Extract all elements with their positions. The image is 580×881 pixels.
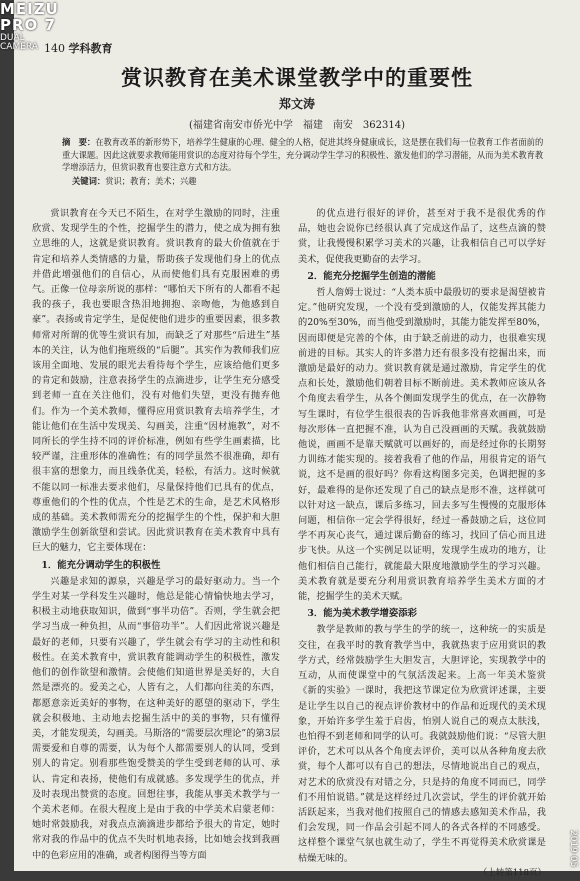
left-column (32, 206, 280, 866)
section-heading: 3．能为美术教学增姿添彩 (307, 608, 418, 620)
journal-page (14, 0, 580, 878)
journal-section: 学科教育 (68, 42, 113, 55)
paragraph: 兴趣是求知的源泉，兴趣是学习的最好驱动力。当一个学生对某一学科发生兴趣时，他总是能心情愉快地去学习，积极主动地获取知识，做到“事半功倍”。否则，学生就会把学习当成一种负担，从而“事倍功半”。人们因此常说兴趣是最好的老师，只要有兴趣了，学生就会有学习的主动性和积极性。在美术教育中，赏识教育能调动学生的积极性，激发他们的创作欲望和激情。会使他们知道世界是美好的，大自然是漂亮的。爱美之心，人皆有之，人们都向往美的东西，都愿意亲近美好的事物，在这种美好的愿望的驱动下，学生就会积极地、主动地去挖掘生活中的美的事物，只有懂得美，才能发现美，勾画美。马斯洛的“需要层次理论”的第3层需要爱和自尊的需要，认为每个人都需要别人的认同，受到别人的肯定。别看那些饱受赞美的学生受到老师的认可、承认、肯定和表扬，使他们有成就感。多发现学生的优点，并及时表现出赞赏的态度。回想往事，我能从事美术教学与一个美术老师。在很大程度上是由于我的中学美术启蒙老师：她时常鼓励我，对我点点滴滴进步都给予很大的肯定，她时常对我的作品中的优点不失时机地表扬，比如她会找到我画中的色彩应用的准确，或者构图得当等方面 (32, 575, 280, 861)
page-number: 140 (44, 42, 65, 55)
abstract-block (62, 136, 548, 187)
paragraph: 赏识教育在今天已不陌生，在对学生激励的同时，注重欣赏、发现学生的个性，挖掘学生的潜力，使之成为拥有独立思维的人，这就是赏识教育。赏识教育的最大价值就在于肯定和培养人类情感的力量，帮助孩子发现他们身上的优点并借此增强他们的自信心，从而使他们具有克服困难的勇气。正像一位母亲所说的那样：“哪怕天下所有的人都看不起我的孩子，我也要眼含热泪地拥抱、亲吻他，为他感到自豪”。表扬或肯定学生，是促使他们进步的重要因素，很多教师常对所谓的优等生赏识有加，而缺乏了对那些“后进生”基本的关注，认为他们拖班级的“后腿”。其实作为教师我们应该用全面地、发展的眼光去看待每个学生，应该给他们更多的肯定和鼓励，注意表扬学生的点滴进步，让学生充分感受到老师一直在关注他们，没有对他们失望，更没有抛弃他们。作为一个美术教师，懂得应用赏识教育去培养学生，才能让他们在生活中发现美、勾画美，注重“因材施教”，对不同所长的学生持不同的评价标准，例如有些学生画素描，比较严谨，注重形体的准确性；有的同学虽然不很准确，却有很丰富的想象力，而且线条优美，轻松，有活力。这时候就不能以同一标准去要求他们，尽量保持他们已具有的优点，尊重他们的个性的优点，个性是艺术的生命，是艺术风格形成的基础。美术教师需充分的挖掘学生的个性，保护和大胆激励学生创新欲望和尝试。因此赏识教育在美术教育中具有巨大的魅力，它主要体现在： (32, 208, 280, 554)
abstract-text: 在教育改革的新形势下，培养学生健康的心理、健全的人格，促进其终身健康成长，这是摆在我们每一位教育工作者面前的重大课题。因此这就要求教师能用赏识的态度对待每个学生，充分调动学生学习的积极性、激发他们的学习潜能，从而为美术教育教学增添活力，但赏识教育也要注意方式和方法。 (62, 137, 544, 172)
paragraph: 哲人詹姆士说过：“人类本质中最殷切的要求是渴望被肯定。”他研究发现，一个没有受到激励的人，仅能发挥其能力的20%至30%，而当他受到激励时，其能力能发挥至80%，因而即便是完善的个体，由于缺乏前进的动力，也很难实现前进的目标。其实人的许多潜力还有很多没有挖掘出来，而激励是最好的动力。赏识教育就是通过激励，肯定学生的优点和长处，激励他们朝着目标不断前进。美术教师应该从各个角度去看学生，从各个侧面发现学生的优点，在一次静物写生课时，有位学生很很表的告诉我他非常喜欢画画，可是每次形体一直把握不准，认为自己没画画的天赋。我就鼓励他说，画画不是靠天赋就可以画好的，而是经过你的长期努力训练才能实现的。接着我看了他的作品，用很肯定的语气说，这不是画的很好吗？你看这构图多完美，色调把握的多好，最难得的是你还发现了自己的缺点是形不准，这样就可以针对这一缺点，课后多练习，回去多写生慢慢的克服形体问题，相信你一定会学得很好，经过一番鼓励之后，这位同学不再灰心丧气，通过课后勤奋的练习，找回了信心而且进步飞快。从这一个实例足以证明，发现学生成功的地方，让他们相信自己能行，就能最大限度地激励学生的学习兴趣。美术教育就是要充分利用赏识教育培养学生美术方面的才能，挖掘学生的美术天赋。 (298, 287, 546, 603)
watermark-date: 2019·05 (568, 829, 578, 867)
watermark-sub: DUAL CAMERA (0, 32, 38, 52)
section-heading: 2．能充分挖掘学生创造的潜能 (307, 270, 436, 282)
paragraph: 教学是教师的教与学生的学的统一，这种统一的实质是交往，在我平时的教育教学当中，我就热衷于应用赏识的教学方式，经常鼓励学生大胆发言，大胆评论，实现教学中的互动，从而使课堂中的气氛活泼起来。上高一年美术鉴赏《新的实验》一课时，我把这节课定位为欣赏评述课，主要是让学生以自己的视点评价教材中的作品和近现代的美术现象，开始许多学生羞于启齿，怕别人说自己的观点太肤浅，也怕得不到老师和同学的认可。我就鼓励他们说：“尽管大胆评价，艺术可以从各个角度去评价，美可以从各种角度去欣赏，每个人都可以有自己的想法，尽情地说出自己的观点，对艺术的欣赏没有对错之分，只是持的角度不同而已，同学们不用怕说错。”就是这样经过几次尝试，学生的评价就开始活跃起来，当我对他们按照自己的情感去感知美术作品，我们会发现，同一作品会引起不同人的各式各样的不同感受。这样整个课堂气氛也就生动了，学生不再觉得美术欣赏课是枯燥无味的。 (298, 624, 546, 864)
abstract-label: 摘 要： (62, 137, 96, 147)
article-title: 赏识教育在美术课堂教学中的重要性 (121, 65, 473, 90)
author-affiliation: (福建省南安市侨光中学 福建 南安 362314) (189, 120, 405, 131)
keywords-line (62, 175, 548, 188)
keywords-text: 赏识；教育；美术；兴趣 (105, 175, 197, 186)
watermark-brand: MEIZU PRO 7 (0, 0, 59, 34)
paragraph: 的优点进行很好的评价，甚至对于我不是很优秀的作品，她也会说你已经很认真了完成这作品了，这些点滴的赞赏，让我慢慢积累学习美术的兴趣，让我相信自己可以学好美术，促使我更勤奋的去学习。 (298, 208, 546, 265)
article-author: 郑文涛 (278, 97, 315, 111)
right-column (298, 206, 546, 878)
keywords-label: 关键词： (72, 175, 106, 186)
continuation-note: （上转第118页） (478, 867, 546, 878)
section-heading: 1．能充分调动学生的积极性 (41, 559, 161, 571)
